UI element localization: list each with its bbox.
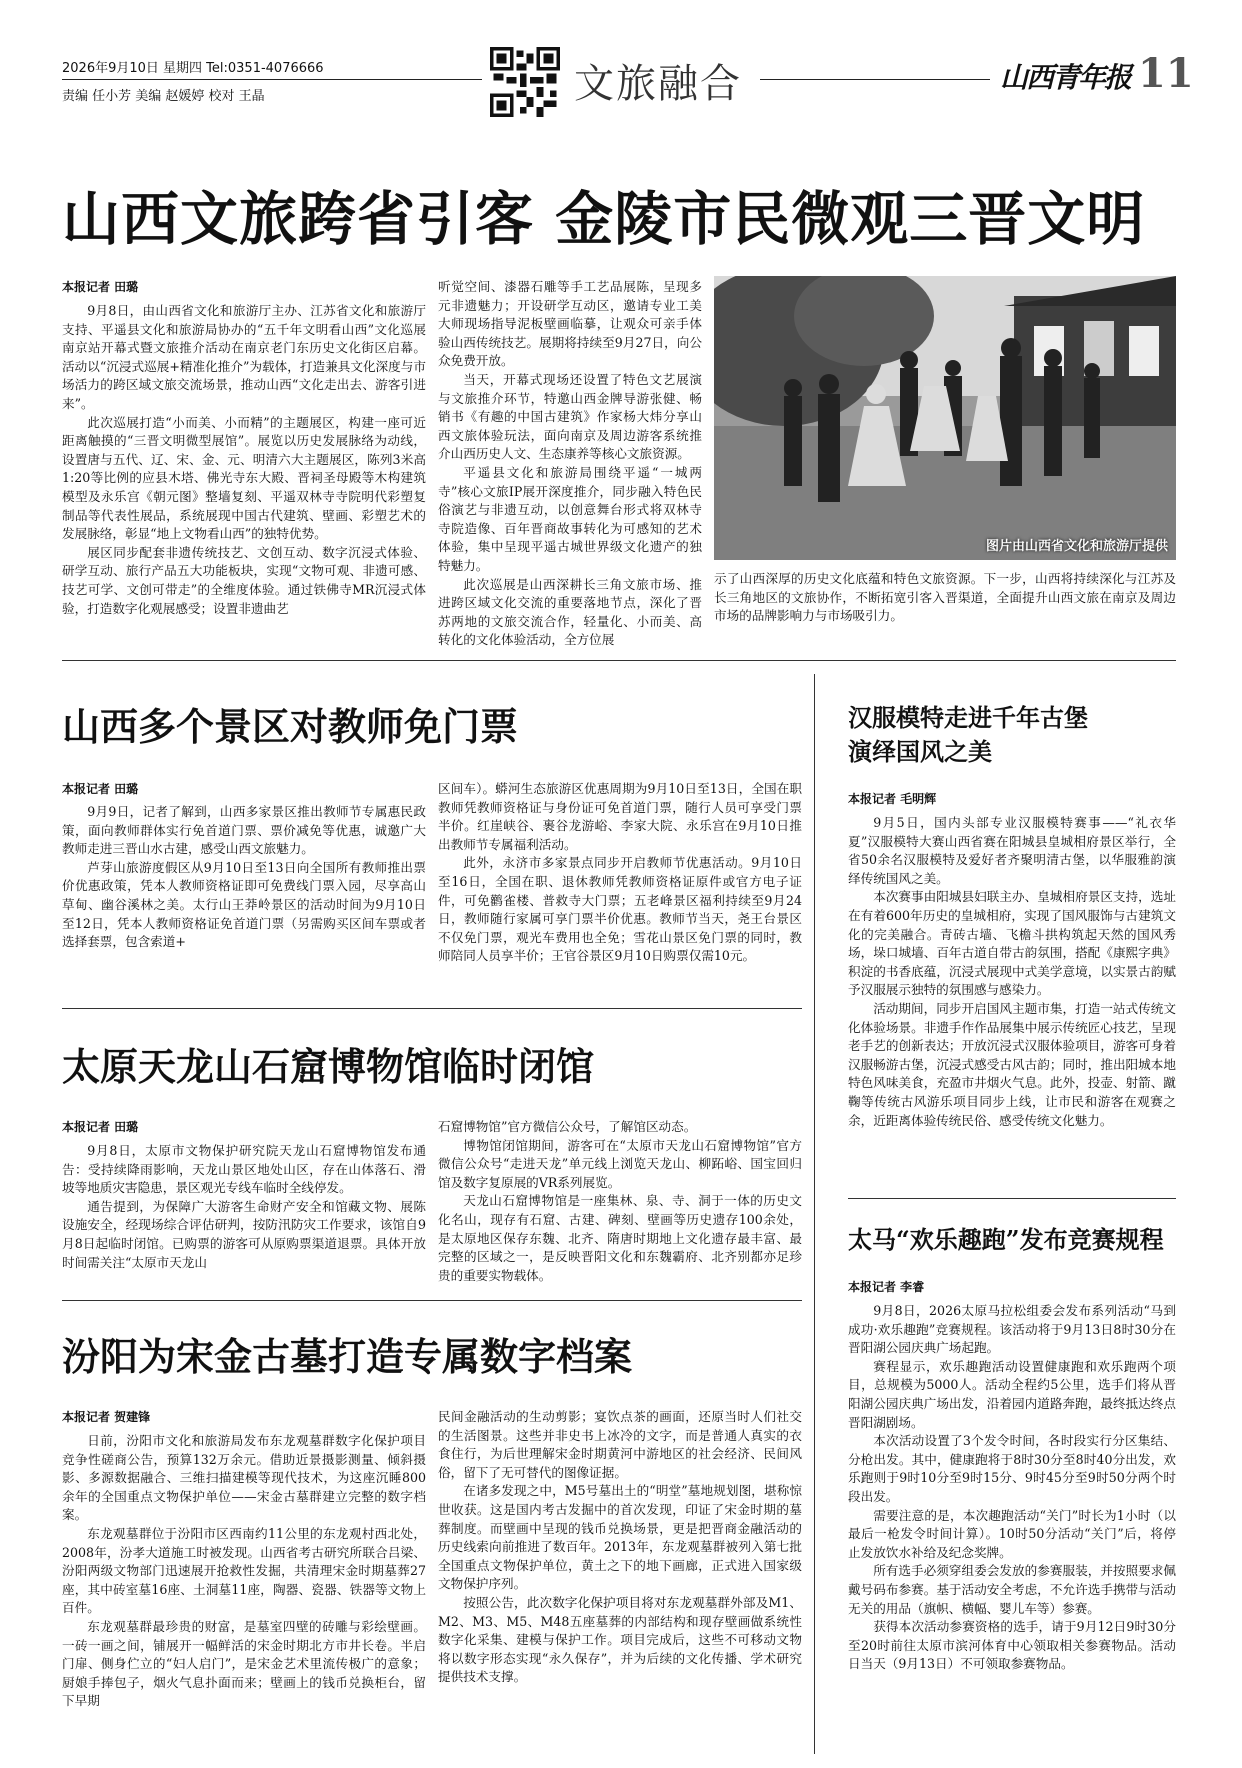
a1-col-1: [62, 302, 426, 618]
divider: [62, 1300, 802, 1301]
a6-paragraph: 所有选手必须穿组委会发放的参赛服装，并按照要求佩戴号码布参赛。基于活动安全考虑，不允许选手携带与活动无关的用品（旗帜、横幅、婴儿车等）参赛。: [848, 1563, 1176, 1616]
a2-paragraph: 9月9日，记者了解到，山西多家景区推出教师节专属惠民政策，面向教师群体实行免首道门票、票价减免等优惠，诚邀广大教师走进三晋山水古建，感受山西文旅魅力。: [62, 804, 426, 857]
lead-headline: 山西文旅跨省引客 金陵市民微观三晋文明: [62, 185, 1146, 253]
a1-byline: 本报记者 田璐: [62, 280, 139, 294]
a4-paragraph: 按照公告，此次数字化保护项目将对东龙观墓群外部及M1、M2、M3、M5、M48五座墓葬的内部结构和现存壁画做系统性数字化采集、建模与保护工作。项目完成后，这些不可移动文物将以数字形态实现“永久保存”，并为后续的文化传播、学术研究提供技术支撑。: [438, 1594, 802, 1685]
a3-col-2: [438, 1118, 802, 1285]
section-title: 文旅融合: [574, 61, 742, 107]
qr-code-icon[interactable]: [490, 47, 560, 117]
a1-col-2: [438, 278, 702, 650]
a5-headline-line2: 演绎国风之美: [848, 737, 992, 766]
header-rule-right: [760, 79, 990, 80]
a1-paragraph: 示了山西深厚的历史文化底蕴和特色文旅资源。下一步，山西将持续深化与江苏及长三角地区的文旅协作，不断拓宽引客入晋渠道，全面提升山西文旅在南京及周边市场的品牌影响力与市场吸引力。: [714, 571, 1176, 624]
a5-byline: 本报记者 毛明辉: [848, 792, 937, 806]
a6-paragraph: 本次活动设置了3个发令时间，各时段实行分区集结、分枪出发。其中，健康跑将于8时30分至8时40分出发，欢乐跑则于9时10分至9时15分、9时45分至9时50分两个时段出发。: [848, 1433, 1176, 1504]
column-divider: [814, 674, 815, 1754]
issue-date-tel: 2026年9月10日 星期四 Tel:0351-4076666: [62, 61, 324, 76]
a6-headline: 太马“欢乐趣跑”发布竞赛规程: [848, 1225, 1164, 1254]
a4-paragraph: 民间金融活动的生动剪影；宴饮点茶的画面，还原当时人们社交的生活图景。这些并非史书上冰冷的文字，而是普通人真实的衣食住行，为后世理解宋金时期黄河中游地区的社会经济、民间风俗，留下了无可替代的图像证据。: [438, 1409, 802, 1480]
a1-col-3: [714, 570, 1176, 626]
a5-paragraph: 活动期间，同步开启国风主题市集，打造一站式传统文化体验场景。非遗手作作品展集中展示传统匠心技艺，呈现老手艺的创新表达；开放沉浸式汉服体验项目，游客可身着汉服畅游古堡，沉浸式感受古风古韵；同时，推出阳城本地特色风味美食，充盈市井烟火气息。此外，投壶、射箭、蹴鞠等传统古风游乐项目同步上线，让市民和游客在观赛之余，近距离体验传统民俗、感受传统文化魅力。: [848, 1000, 1176, 1128]
a1-paragraph: 9月8日，由山西省文化和旅游厅主办、江苏省文化和旅游厅支持、平遥县文化和旅游局协办的“五千年文明看山西”文化巡展南京站开幕式暨文旅推介活动在南京老门东历史文化街区启幕。活动以“沉浸式巡展+精准化推介”为载体，打造兼具文化深度与市场活力的跨区域文旅交流场景，推动山西“文化走出去、游客引进来”。: [62, 303, 426, 411]
a1-paragraph: 当天，开幕式现场还设置了特色文艺展演与文旅推介环节，特邀山西金牌导游张健、畅销书《有趣的中国古建筑》作家杨大炜分享山西文旅体验玩法，面向南京及周边游客系统推介山西历史人文、生态康养等核心文旅资源。: [438, 371, 702, 462]
page-number: 11: [1138, 50, 1194, 97]
newspaper-logo: 山西青年报: [1000, 61, 1131, 94]
a2-paragraph: 此外，永济市多家景点同步开启教师节优惠活动。9月10日至16日，全国在职、退休教师凭教师资格证原件或官方电子证件，可免鹳雀楼、普救寺大门票；五老峰景区福利持续至9月24日，教师随行家属可享门票半价优惠。教师节当天，尧王台景区不仅免门票，观光车费用也全免；雪花山景区免门票的同时，教师陪同人员享半价；王官谷景区9月10日购票仅需10元。: [438, 855, 802, 964]
a2-byline: 本报记者 田璐: [62, 782, 139, 796]
a4-col-1: [62, 1432, 426, 1711]
hanfu-parade-photo: [714, 276, 1176, 560]
a4-headline: 汾阳为宋金古墓打造专属数字档案: [62, 1334, 633, 1379]
divider: [62, 660, 1176, 661]
a4-col-2: [438, 1408, 802, 1687]
header-rule-left: [62, 79, 482, 80]
a3-paragraph: 天龙山石窟博物馆是一座集林、泉、寺、洞于一体的历史文化名山，现存有石窟、古建、碑刻、壁画等历史遗存100余处，是太原地区保存东魏、北齐、隋唐时期地上文化遗存最丰富、最完整的区域之一，是反映晋阳文化和东魏霸府、北齐别都亦足珍贵的重要实物载体。: [438, 1193, 802, 1283]
a6-paragraph: 需要注意的是，本次趣跑活动“关门”时长为1小时（以最后一枪发令时间计算）。10时50分活动“关门”后，将停止发放饮水补给及纪念奖牌。: [848, 1507, 1176, 1560]
a5-col: [848, 814, 1176, 1130]
a4-paragraph: 东龙观墓群位于汾阳市区西南约11公里的东龙观村西北处，2008年，汾孝大道施工时被发现。山西省考古研究所联合吕梁、汾阳两级文物部门迅速展开抢救性发掘，共清理宋金时期墓葬27座，其中砖室墓16座、土洞墓11座，陶器、瓷器、铁器等文物上百件。: [62, 1525, 426, 1616]
divider: [62, 1008, 802, 1009]
a1-paragraph: 此次巡展打造“小而美、小而精”的主题展区，构建一座可近距离触摸的“三晋文明微型展馆”。展览以历史发展脉络为动线，设置唐与五代、辽、宋、金、元、明清六大主题展区，陈列3米高1:20等比例的应县木塔、佛光寺东大殿、晋祠圣母殿等木构建筑模型及永乐宫《朝元图》整墙复刻、平遥双林寺寺院明代彩塑复制品等代表性展品，系统展现中国古代建筑、壁画、彩塑艺术的发展脉络，彰显“地上文物看山西”的独特优势。: [62, 414, 426, 542]
a6-paragraph: 赛程显示，欢乐趣跑活动设置健康跑和欢乐跑两个项目，总规模为5000人。活动全程约5公里，选手们将从晋阳湖公园庆典广场出发，沿着园内道路奔跑，最终抵达终点晋阳湖剧场。: [848, 1358, 1176, 1430]
a2-paragraph: 区间车）。蟒河生态旅游区优惠周期为9月10日至13日，全国在职教师凭教师资格证与身份证可免首道门票，随行人员可享受门票半价。红崖峡谷、裹谷龙游峪、李家大院、永乐宫在9月10日推出教师节专属福利活动。: [438, 781, 802, 852]
a4-paragraph: 在诸多发现之中，M5号墓出土的“明堂”墓地规划图，堪称惊世收获。这是国内考古发掘中的首次发现，印证了宋金时期的墓葬制度。而壁画中呈现的钱币兑换场景，更是把晋商金融活动的历史线索向前推进了数百年。2013年，东龙观墓群被列入第七批全国重点文物保护单位，黄土之下的地下画廊，正式进入国家级文物保护序列。: [438, 1483, 802, 1592]
a2-col-2: [438, 780, 802, 966]
a3-paragraph: 9月8日，太原市文物保护研究院天龙山石窟博物馆发布通告：受持续降雨影响，天龙山景区地处山区，存在山体落石、滑坡等地质灾害隐患，景区观光专线车临时全线停发。: [62, 1143, 426, 1196]
a3-col-1: [62, 1142, 426, 1272]
a2-paragraph: 芦芽山旅游度假区从9月10日至13日向全国所有教师推出票价优惠政策，凭本人教师资格证即可免费线门票入园，尽享高山草甸、幽谷溪林之美。太行山王莽岭景区的活动时间为9月10日至12日，凭本人教师资格证免首道门票（另需购买区间车票或者选择套票，包含索道+: [62, 859, 426, 950]
a6-paragraph: 获得本次活动参赛资格的选手，请于9月12日9时30分至20时前往太原市滨河体育中心领取相关参赛物品。活动日当天（9月13日）不可领取参赛物品。: [848, 1619, 1176, 1672]
photo-caption: 图片由山西省文化和旅游厅提供: [985, 539, 1168, 554]
a4-paragraph: 东龙观墓群最珍贵的财富，是墓室四壁的砖雕与彩绘壁画。一砖一画之间，铺展开一幅鲜活的宋金时期北方市井长卷。半启门扉、侧身伫立的“妇人启门”，是宋金艺术里流传极广的意象；厨娘手捧包子，烟火气息扑面而来；壁画上的钱币兑换柜台，留下早期: [62, 1618, 426, 1709]
a1-paragraph: 展区同步配套非遗传统技艺、文创互动、数字沉浸式体验、研学互动、旅行产品五大功能板块，实现“文物可观、非遗可感、技艺可学、文创可带走”的全维度体验。通过铁佛寺MR沉浸式体验，打造数字化观展感受；设置非遗曲艺: [62, 544, 426, 616]
a1-paragraph: 听觉空间、漆器石雕等手工艺品展陈，呈现多元非遗魅力；开设研学互动区，邀请专业工美大师现场指导泥板壁画临摹，让观众可亲手体验山西传统技艺。展期将持续至9月27日，向公众免费开放。: [438, 279, 702, 369]
a3-paragraph: 通告提到，为保障广大游客生命财产安全和馆藏文物、展陈设施安全，经现场综合评估研判，按防汛防灾工作要求，该馆自9月8日起临时闭馆。已购票的游客可从原购票渠道退票。具体开放时间需关注“太原市天龙山: [62, 1198, 426, 1270]
a1-paragraph: 平遥县文化和旅游局围绕平遥“一城两寺”核心文旅IP展开深度推介，同步融入特色民俗演艺与非遗互动，以创意舞台形式将双林寺寺院造像、百年晋商故事转化为可感知的艺术体验，集中呈现平遥古城世界级文化遗产的独特魅力。: [438, 464, 702, 573]
a6-byline: 本报记者 李睿: [848, 1280, 925, 1294]
a2-col-1: [62, 803, 426, 952]
divider: [848, 1198, 1176, 1199]
a4-byline: 本报记者 贺建锋: [62, 1410, 151, 1424]
a3-headline: 太原天龙山石窟博物馆临时闭馆: [62, 1044, 595, 1089]
a6-paragraph: 9月8日，2026太原马拉松组委会发布系列活动“马到成功·欢乐趣跑”竞赛规程。该活动将于9月13日8时30分在晋阳湖公园庆典广场起跑。: [848, 1303, 1176, 1356]
a3-byline: 本报记者 田璐: [62, 1120, 139, 1134]
a5-headline-line1: 汉服模特走进千年古堡: [848, 703, 1088, 732]
editors-line: 责编 任小芳 美编 赵媛婷 校对 王晶: [62, 89, 265, 104]
a3-paragraph: 博物馆闭馆期间，游客可在“太原市天龙山石窟博物馆”官方微信公众号“走进天龙”单元线上浏览天龙山、柳跖峪、国宝回归馆及数字复原展的VR系列展览。: [438, 1137, 802, 1190]
a4-paragraph: 日前，汾阳市文化和旅游局发布东龙观墓群数字化保护项目竞争性磋商公告，预算132万余元。借助近景摄影测量、倾斜摄影、多源数据融合、三维扫描建模等现代技术，为这座沉睡800余年的全国重点文物保护单位——宋金古墓群建立完整的数字档案。: [62, 1433, 426, 1523]
a6-col: [848, 1302, 1176, 1674]
a5-paragraph: 9月5日，国内头部专业汉服模特赛事——“礼衣华夏”汉服模特大赛山西省赛在阳城县皇城相府景区举行，全省50余名汉服模特及爱好者齐聚明清古堡，以华服雅韵演绎传统国风之美。: [848, 815, 1176, 886]
a5-paragraph: 本次赛事由阳城县妇联主办、皇城相府景区支持，选址在有着600年历史的皇城相府，实现了国风服饰与古建筑文化的完美融合。青砖古墙、飞檐斗拱构筑起天然的国风秀场，垛口城墙、百年古道自带古韵氛围，搭配《康熙字典》积淀的书香底蕴，沉浸式展现中式美学意境，以实景古韵赋予汉服展示独特的氛围感与感染力。: [848, 889, 1176, 998]
a2-headline: 山西多个景区对教师免门票: [62, 704, 519, 749]
a1-paragraph: 此次巡展是山西深耕长三角文旅市场、推进跨区域文化交流的重要落地节点，深化了晋苏两地的文旅交流合作，轻量化、小而美、高转化的文化体验活动，全方位展: [438, 576, 702, 648]
a3-paragraph: 石窟博物馆”官方微信公众号，了解馆区动态。: [438, 1119, 697, 1134]
